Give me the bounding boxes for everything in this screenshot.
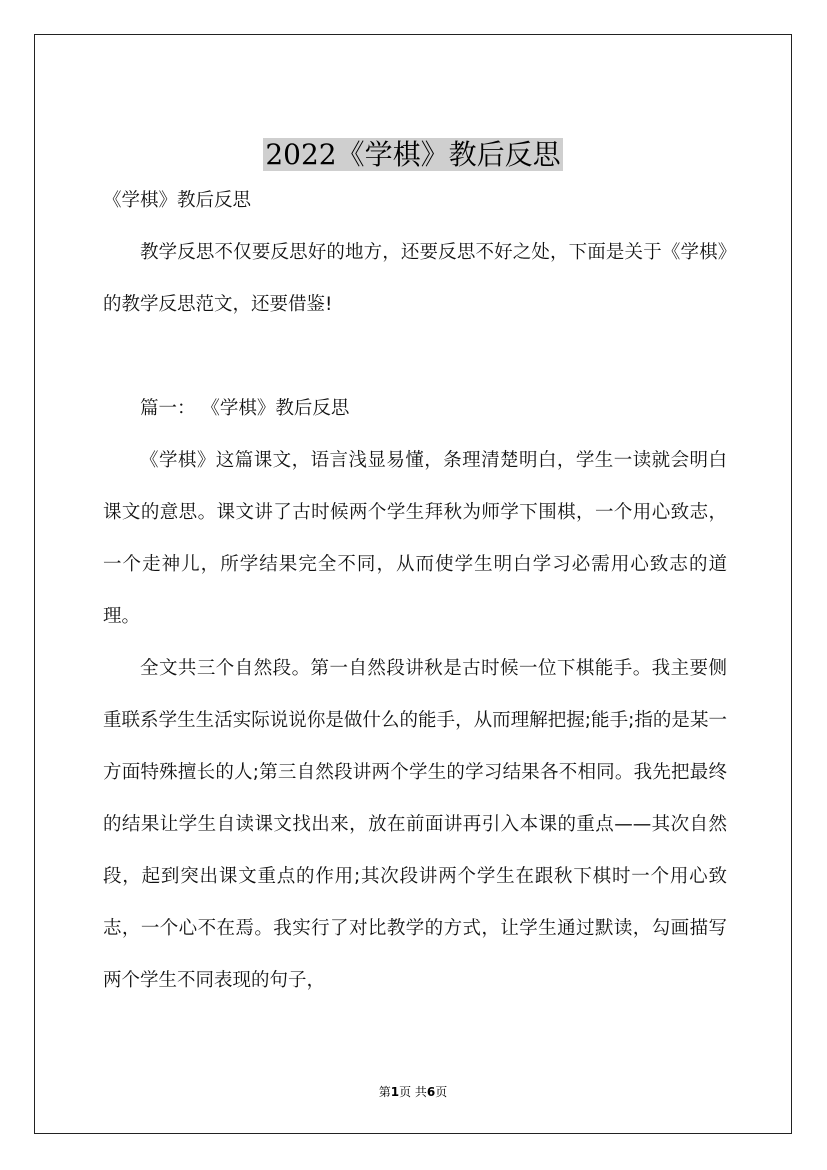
document-title [35,135,791,175]
footer-prefix: 第 [378,1085,391,1099]
footer-current-page: 1 [390,1085,400,1099]
document-body [103,175,727,1007]
document-subtitle: 《学棋》教后反思 [103,190,252,211]
section-heading: 篇一： 《学棋》教后反思 [140,398,350,419]
footer-total-pages: 6 [426,1085,436,1099]
intro-paragraph: 教学反思不仅要反思好的地方，还要反思不好之处，下面是关于《学棋》的教学反思范文，还要借鉴! [103,242,727,315]
blank-line [103,331,727,383]
body-paragraph-1: 《学棋》这篇课文，语言浅显易懂，条理清楚明白，学生一读就会明白课文的意思。课文讲了古时候两个学生拜秋为师学下围棋，一个用心致志，一个走神儿，所学结果完全不同，从而使学生明白学习必需用心致志的道理。 [103,450,727,627]
body-paragraph-2: 全文共三个自然段。第一自然段讲秋是古时候一位下棋能手。我主要侧重联系学生生活实际说说你是做什么的能手，从而理解把握;能手;指的是某一方面特殊擅长的人;第三自然段讲两个学生的学习结果各不相同。我先把最终的结果让学生自读课文找出来，放在前面讲再引入本课的重点——其次自然段，起到突出课文重点的作用;其次段讲两个学生在跟秋下棋时一个用心致志，一个心不在焉。我实行了对比教学的方式，让学生通过默读，勾画描写两个学生不同表现的句子， [103,658,727,991]
footer-suffix: 页 [435,1085,448,1099]
footer-mid: 页 共 [399,1085,427,1099]
document-title-text: 2022《学棋》教后反思 [265,138,561,171]
page-footer [35,1083,791,1100]
document-page [34,34,792,1134]
